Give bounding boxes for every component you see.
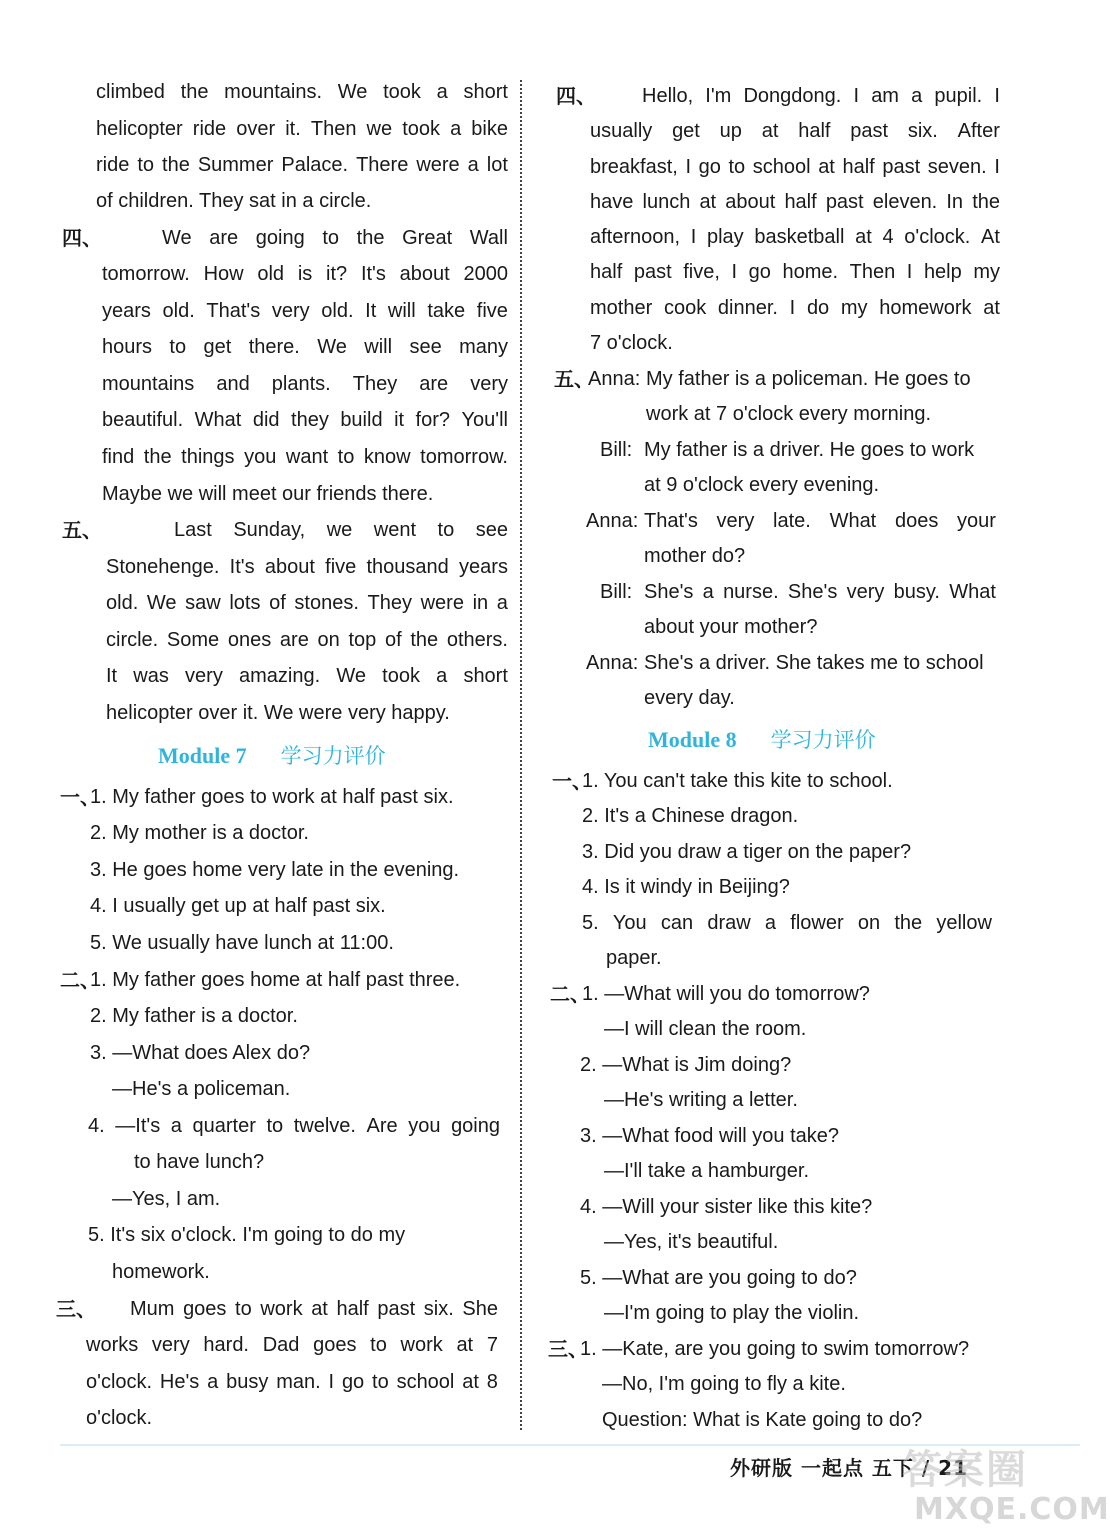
text-line: breakfast, I go to school at half past seven. I — [590, 156, 1000, 178]
module-7-heading — [158, 744, 386, 768]
list-item: paper. — [606, 947, 662, 969]
list-item: —He's writing a letter. — [604, 1089, 798, 1111]
text-line: afternoon, I play basketball at 4 o'clock. At — [590, 226, 1000, 248]
list-item: 1. My father goes to work at half past six. — [90, 786, 454, 808]
watermark-url: MXQE.COM — [914, 1492, 1110, 1527]
list-item: 4. I usually get up at half past six. — [90, 895, 386, 917]
dialog-speaker: Anna: — [586, 652, 639, 674]
page-footer: 外研版 一起点 五下 / 21 — [730, 1456, 968, 1480]
list-item: Question: What is Kate going to do? — [602, 1409, 923, 1431]
text-line: beautiful. What did they build it for? You'll — [102, 409, 508, 431]
list-item: 2. —What is Jim doing? — [580, 1054, 792, 1076]
dialog-line: about your mother? — [644, 616, 818, 638]
module-8-heading — [648, 728, 876, 752]
text-line: o'clock. He's a busy man. I go to school at 8 — [86, 1371, 498, 1393]
section-marker-2: 二、 — [60, 968, 100, 992]
text-line: 7 o'clock. — [590, 332, 673, 354]
text-line: works very hard. Dad goes to work at 7 — [86, 1334, 498, 1356]
list-item: —I'll take a hamburger. — [604, 1160, 810, 1182]
text-line: find the things you want to know tomorrow. — [102, 446, 508, 468]
list-item: —I'm going to play the violin. — [604, 1302, 860, 1324]
dialog-line: work at 7 o'clock every morning. — [646, 403, 932, 425]
column-divider — [520, 80, 522, 1430]
text-line: o'clock. — [86, 1407, 153, 1429]
section-marker-2: 二、 — [550, 982, 590, 1006]
text-line: Last Sunday, we went to see — [174, 519, 508, 541]
list-item: 5. It's six o'clock. I'm going to do my — [88, 1224, 406, 1246]
dialog-line: My father is a policeman. He goes to — [646, 368, 971, 390]
section-marker-5: 五、 — [62, 518, 102, 542]
dialog-speaker: Bill: — [600, 581, 633, 603]
section-marker-3: 三、 — [548, 1337, 588, 1361]
list-item: —No, I'm going to fly a kite. — [602, 1373, 846, 1395]
section-marker-1: 一、 — [552, 769, 592, 793]
text-line: Stonehenge. It's about five thousand years — [106, 556, 508, 578]
text-line: years old. That's very old. It will take five — [102, 300, 508, 322]
list-item: 3. —What does Alex do? — [90, 1042, 311, 1064]
list-item: 4. Is it windy in Beijing? — [582, 876, 790, 898]
text-line: tomorrow. How old is it? It's about 2000 — [102, 263, 508, 285]
list-item: 1. —Kate, are you going to swim tomorrow? — [580, 1338, 970, 1360]
list-item: 5. You can draw a flower on the yellow — [582, 912, 992, 934]
dialog-line: That's very late. What does your — [644, 510, 996, 532]
module-title: Module 7 — [158, 743, 247, 768]
text-line: It was very amazing. We took a short — [106, 665, 508, 687]
list-item: 2. My father is a doctor. — [90, 1005, 298, 1027]
text-line: hours to get there. We will see many — [102, 336, 508, 358]
list-item: 5. We usually have lunch at 11:00. — [90, 932, 394, 954]
dialog-line: every day. — [644, 687, 735, 709]
list-item: 3. Did you draw a tiger on the paper? — [582, 841, 912, 863]
list-item: 5. —What are you going to do? — [580, 1267, 857, 1289]
list-item: —Yes, I am. — [112, 1188, 221, 1210]
list-item: homework. — [112, 1261, 210, 1283]
text-line: helicopter over it. We were very happy. — [106, 702, 450, 724]
section-marker-3: 三、 — [56, 1297, 96, 1321]
dialog-line: She's a driver. She takes me to school — [644, 652, 984, 674]
text-line: usually get up at half past six. After — [590, 120, 1000, 142]
watermark-text: 答案圈 — [902, 1447, 1028, 1493]
list-item: 3. He goes home very late in the evening. — [90, 859, 460, 881]
section-marker-4: 四、 — [62, 226, 102, 250]
list-item: 4. —It's a quarter to twelve. Are you going — [88, 1115, 500, 1137]
text-line: half past five, I go home. Then I help my — [590, 261, 1000, 283]
list-item: 2. My mother is a doctor. — [90, 822, 309, 844]
watermark-logo — [880, 1440, 1110, 1536]
dialog-line: mother do? — [644, 545, 746, 567]
text-line: circle. Some ones are on top of the others. — [106, 629, 508, 651]
list-item: 3. —What food will you take? — [580, 1125, 840, 1147]
text-line: We are going to the Great Wall — [162, 227, 508, 249]
list-item: —He's a policeman. — [112, 1078, 291, 1100]
list-item: 1. You can't take this kite to school. — [582, 770, 893, 792]
list-item: 1. —What will you do tomorrow? — [582, 983, 870, 1005]
module-title: Module 8 — [648, 727, 737, 752]
list-item: 2. It's a Chinese dragon. — [582, 805, 799, 827]
module-subtitle: 学习力评价 — [280, 744, 386, 768]
text-line: Mum goes to work at half past six. She — [130, 1298, 498, 1320]
text-line: climbed the mountains. We took a short — [96, 81, 508, 103]
list-item: 1. My father goes home at half past three. — [90, 969, 461, 991]
text-line: Hello, I'm Dongdong. I am a pupil. I — [642, 85, 1000, 107]
section-marker-5: 五、 — [554, 367, 594, 391]
text-line: ride to the Summer Palace. There were a lot — [96, 154, 508, 176]
text-line: helicopter ride over it. Then we took a bike — [96, 118, 508, 140]
list-item: —Yes, it's beautiful. — [604, 1231, 779, 1253]
text-line: of children. They sat in a circle. — [96, 190, 372, 212]
text-line: mother cook dinner. I do my homework at — [590, 297, 1000, 319]
dialog-line: at 9 o'clock every evening. — [644, 474, 880, 496]
section-marker-1: 一、 — [60, 785, 100, 809]
dialog-speaker: Bill: — [600, 439, 633, 461]
dialog-speaker: Anna: — [588, 368, 641, 390]
text-line: have lunch at about half past eleven. In the — [590, 191, 1000, 213]
dialog-speaker: Anna: — [586, 510, 639, 532]
text-line: old. We saw lots of stones. They were in a — [106, 592, 508, 614]
list-item: 4. —Will your sister like this kite? — [580, 1196, 873, 1218]
dialog-line: She's a nurse. She's very busy. What — [644, 581, 996, 603]
module-subtitle: 学习力评价 — [770, 728, 876, 752]
dialog-line: My father is a driver. He goes to work — [644, 439, 975, 461]
list-item: —I will clean the room. — [604, 1018, 807, 1040]
list-item: to have lunch? — [134, 1151, 265, 1173]
text-line: Maybe we will meet our friends there. — [102, 483, 434, 505]
text-line: mountains and plants. They are very — [102, 373, 508, 395]
section-marker-4: 四、 — [556, 84, 596, 108]
